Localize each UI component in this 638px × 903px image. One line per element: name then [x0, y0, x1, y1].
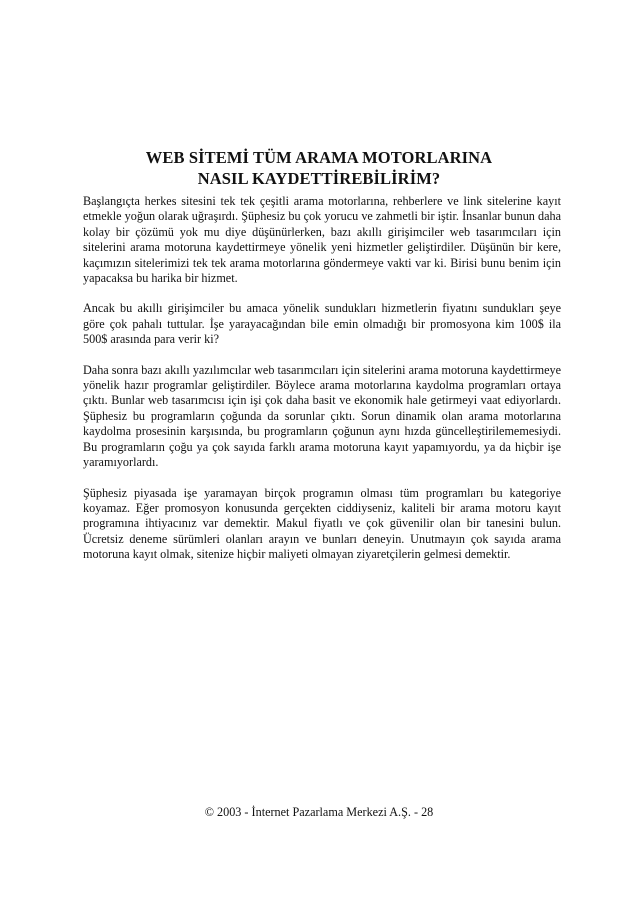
- page-footer: © 2003 - İnternet Pazarlama Merkezi A.Ş. - 28: [204, 805, 434, 819]
- title-line-1: WEB SİTEMİ TÜM ARAMA MOTORLARINA: [145, 148, 493, 167]
- body-text: [83, 194, 561, 578]
- paragraph-1: Başlangıçta herkes sitesini tek tek çeşitli arama motorlarına, rehberlere ve link sitelerine kayıt etmekle yoğun olarak uğraşırdı. Şüphesiz bu çok yorucu ve zahmetli bir iştir. İnsanlar bunun daha kolay bir çözümü yok mu diye düşünürlerken, bazı akıllı girişimciler web tasarımcıları için sitelerini arama motoruna kaydettirmeye yönelik yeni hizmetler geliştirdiler. Düşünün bir kere, kaçımızın sitelerimizi tek tek arama motorlarına göndermeye vakti var ki. Birisi bunu benim için yapacaksa bu harika bir hizmet.: [83, 194, 561, 286]
- page-title: [80, 147, 558, 189]
- paragraph-4: Şüphesiz piyasada işe yaramayan birçok programın olması tüm programları bu kategoriye koyamaz. Eğer promosyon konusunda gerçekten ciddiyseniz, kaliteli bir arama motoru kayıt programına ihtiyacınız var demektir. Makul fiyatlı ve çok güvenilir olan bir tanesini bulun. Ücretsiz deneme sürümleri olanları arayın ve bunları deneyin. Unutmayın çok sayıda arama motoruna kayıt olmak, sitenize hiçbir maliyeti olmayan ziyaretçilerin gelmesi demektir.: [83, 485, 561, 562]
- paragraph-2: Ancak bu akıllı girişimciler bu amaca yönelik sundukları hizmetlerin fiyatını sundukları şeye göre çok pahalı tuttular. İşe yarayacağından bile emin olmadığı bir promosyona kim 100$ ila 500$ arasında para verir ki?: [83, 301, 561, 347]
- title-line-2: NASIL KAYDETTİREBİLİRİM?: [197, 169, 441, 188]
- paragraph-3: Daha sonra bazı akıllı yazılımcılar web tasarımcıları için sitelerini arama motoruna kaydettirmeye yönelik hazır programlar geliştirdiler. Böylece arama motorlarına kaydolma programları ortaya çıktı. Bunlar web tasarımcısı için işi çok daha basit ve ekonomik hale getirmeyi vaat ediyorlardı. Şüphesiz bu programların çoğunda da sorunlar çıktı. Sorun dinamik olan arama motorlarına kaydolma prosesinin karşısında, bu programların çoğunun aynı hızda güncelleştirilememesiydi. Bu programların çoğu ya çok sayıda farklı arama motoruna kayıt yapamıyordu, ya da hiçbir işe yaramıyorlardı.: [83, 362, 561, 470]
